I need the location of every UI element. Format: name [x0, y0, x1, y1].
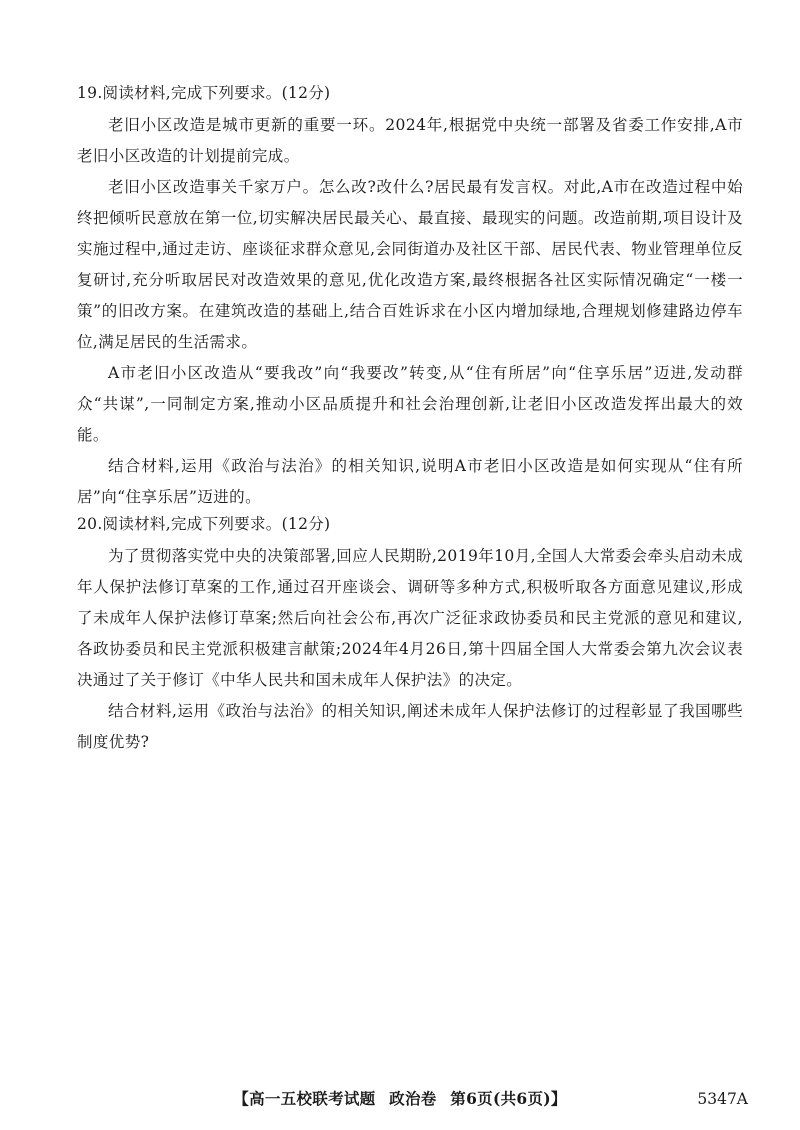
question-19-paragraph-1: 老旧小区改造是城市更新的重要一环。2024年,根据党中央统一部署及省委工作安排,A市老旧小区改造的计划提前完成。: [77, 116, 743, 165]
question-20: [77, 511, 743, 758]
page-footer: [0, 1086, 800, 1112]
question-19-header: 19.阅读材料,完成下列要求。(12分): [77, 84, 331, 102]
question-19-prompt: 结合材料,运用《政治与法治》的相关知识,说明A市老旧小区改造是如何实现从“住有所居”向“住享乐居”迈进的。: [77, 457, 743, 506]
question-20-prompt: 结合材料,运用《政治与法治》的相关知识,阐述未成年人保护法修订的过程彰显了我国哪些制度优势?: [77, 702, 743, 751]
footer-exam-code: 5347A: [697, 1090, 748, 1108]
footer-exam-info: [0, 1086, 800, 1112]
question-19-paragraph-3: A市老旧小区改造从“要我改”向“我要改”转变,从“住有所居”向“住享乐居”迈进,发动群众“共谋”,一同制定方案,推动小区品质提升和社会治理创新,让老旧小区改造发挥出最大的效能。: [77, 364, 743, 444]
question-20-header: 20.阅读材料,完成下列要求。(12分): [77, 515, 331, 533]
question-20-paragraph-1: 为了贯彻落实党中央的决策部署,回应人民期盼,2019年10月,全国人大常委会牵头启动未成年人保护法修订草案的工作,通过召开座谈会、调研等多种方式,积极听取各方面意见建议,形成了未成年人保护法修订草案;然后向社会公布,再次广泛征求政协委员和民主党派的意见和建议,各政协委员和民主党派积极建言献策;2024年4月26日,第十四届全国人大常委会第九次会议表决通过了关于修订《中华人民共和国未成年人保护法》的决定。: [77, 547, 743, 689]
footer-exam-title: 【高一五校联考试题: [233, 1089, 376, 1108]
footer-page-number: 第6页(共6页)】: [450, 1089, 567, 1108]
question-19: [77, 80, 743, 513]
question-19-paragraph-2: 老旧小区改造事关千家万户。怎么改?改什么?居民最有发言权。对此,A市在改造过程中始终把倾听民意放在第一位,切实解决居民最关心、最直接、最现实的问题。改造前期,项目设计及实施过程中,通过走访、座谈征求群众意见,会同街道办及社区干部、居民代表、物业管理单位反复研讨,充分听取居民对改造效果的意见,优化改造方案,最终根据各社区实际情况确定“一楼一策”的旧改方案。在建筑改造的基础上,结合百姓诉求在小区内增加绿地,合理规划修建路边停车位,满足居民的生活需求。: [77, 178, 743, 351]
footer-subject: 政治卷: [389, 1089, 437, 1108]
